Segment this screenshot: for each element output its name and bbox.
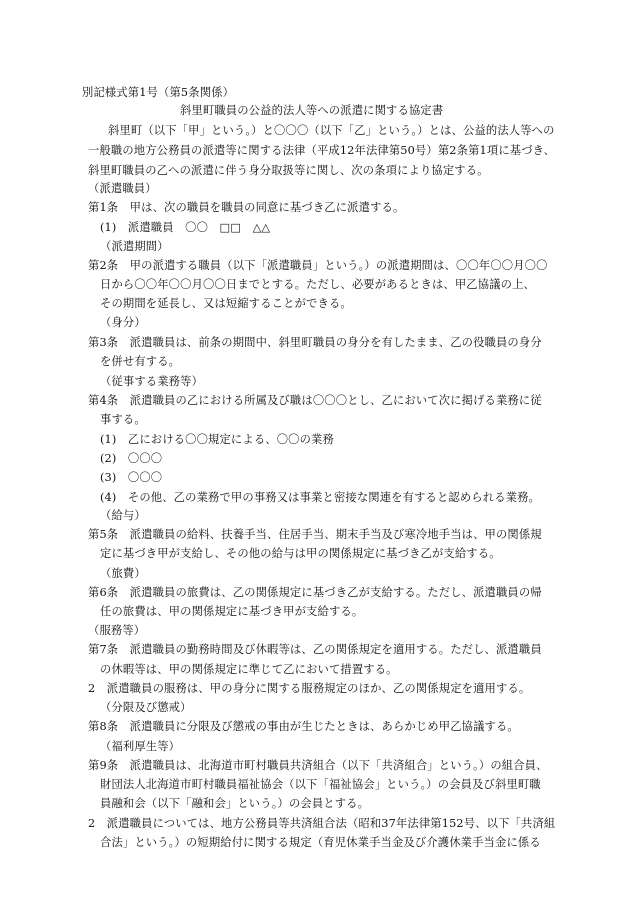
article-line: 財団法人北海道市町村職員福祉協会（以下「福祉協会」という。）の会員及び斜里町職 bbox=[100, 778, 541, 791]
preamble-line: 斜里町（以下「甲」という。）と〇〇〇（以下「乙」という。）とは、公益的法人等への bbox=[108, 124, 555, 137]
article-line: 第6条 派遣職員の旅費は、乙の関係規定に基づき乙が支給する。ただし、派遣職員の帰 bbox=[88, 586, 542, 599]
document-title: 斜里町職員の公益的法人等への派遣に関する協定書 bbox=[180, 104, 444, 117]
item-line: (1) 派遣職員 〇〇 □□ △△ bbox=[100, 221, 271, 234]
item-line: (4) その他、乙の業務で甲の事務又は事業と密接な関連を有すると認められる業務。 bbox=[100, 491, 540, 504]
article-line: 第9条 派遣職員は、北海道市町村職員共済組合（以下「共済組合」という。）の組合員、 bbox=[88, 759, 548, 772]
article-line: 第1条 甲は、次の職員を職員の同意に基づき乙に派遣する。 bbox=[88, 201, 405, 214]
section-heading: （給与） bbox=[100, 509, 146, 522]
item-line: (3) 〇〇〇 bbox=[100, 471, 163, 484]
article-line: 第4条 派遣職員の乙における所属及び職は〇〇〇とし、乙において次に掲げる業務に従 bbox=[88, 394, 542, 407]
form-label: 別記様式第1号（第5条関係） bbox=[82, 86, 235, 99]
section-heading: （従事する業務等） bbox=[100, 375, 204, 388]
section-heading: （派遣職員） bbox=[88, 182, 157, 195]
item-line: (1) 乙における〇〇規定による、〇〇の業務 bbox=[100, 433, 334, 446]
article-line: 日から〇〇年〇〇月〇〇日までとする。ただし、必要があるときは、甲乙協議の上、 bbox=[100, 278, 535, 291]
paragraph-line: 合法」という。）の短期給付に関する規定（育児休業手当金及び介護休業手当金に係る bbox=[100, 836, 541, 849]
section-heading: （身分） bbox=[100, 316, 146, 329]
article-line: その期間を延長し、又は短縮することができる。 bbox=[100, 297, 352, 310]
article-line: 第2条 甲の派遣する職員（以下「派遣職員」という。）の派遣期間は、〇〇年〇〇月〇〇 bbox=[88, 259, 548, 272]
article-line: 第8条 派遣職員に分限及び懲戒の事由が生じたときは、あらかじめ甲乙協議する。 bbox=[88, 720, 519, 733]
section-heading: （分限及び懲戒） bbox=[100, 701, 192, 714]
article-line: 員融和会（以下「融和会」という。）の会員とする。 bbox=[100, 797, 370, 810]
section-heading: （派遣期間） bbox=[100, 240, 169, 253]
article-line: 第5条 派遣職員の給料、扶養手当、住居手当、期末手当及び寒冷地手当は、甲の関係規 bbox=[88, 528, 542, 541]
article-line: 任の旅費は、甲の関係規定に基づき甲が支給する。 bbox=[100, 605, 364, 618]
article-line: の休暇等は、甲の関係規定に準じて乙において措置する。 bbox=[100, 663, 398, 676]
article-line: 定に基づき甲が支給し、その他の給与は甲の関係規定に基づき乙が支給する。 bbox=[100, 547, 501, 560]
preamble-line: 斜里町職員の乙への派遣に伴う身分取扱等に関し、次の条項により協定する。 bbox=[88, 164, 489, 177]
article-line: 第3条 派遣職員は、前条の期間中、斜里町職員の身分を有したまま、乙の役職員の身分 bbox=[88, 336, 542, 349]
article-line: を併せ有する。 bbox=[100, 355, 181, 368]
section-heading: （旅費） bbox=[100, 567, 146, 580]
item-line: (2) 〇〇〇 bbox=[100, 452, 163, 465]
section-heading: （服務等） bbox=[88, 624, 146, 637]
article-line: 第7条 派遣職員の勤務時間及び休暇等は、乙の関係規定を適用する。ただし、派遣職員 bbox=[88, 643, 542, 656]
paragraph-line: 2 派遣職員の服務は、甲の身分に関する服務規定のほか、乙の関係規定を適用する。 bbox=[88, 682, 531, 695]
preamble-line: 一般職の地方公務員の派遣等に関する法律（平成12年法律第50号）第2条第1項に基づき、 bbox=[88, 144, 556, 157]
paragraph-line: 2 派遣職員については、地方公務員等共済組合法（昭和37年法律第152号、以下「共済組 bbox=[88, 817, 556, 830]
section-heading: （福利厚生等） bbox=[100, 740, 181, 753]
article-line: 事する。 bbox=[100, 413, 146, 426]
